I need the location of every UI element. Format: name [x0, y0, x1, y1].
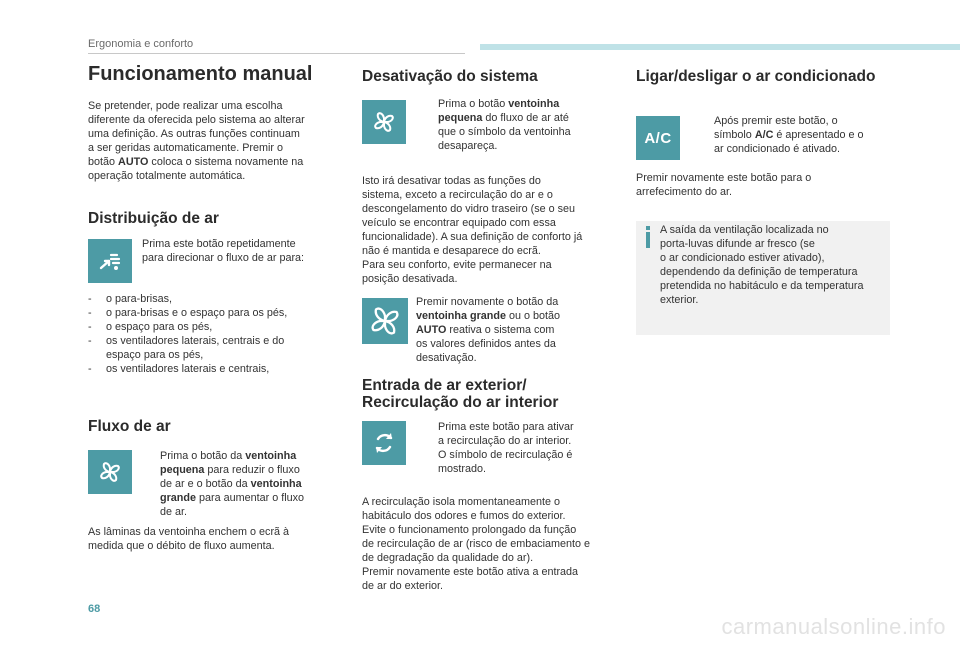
- air-flow-instruction: Prima o botão da ventoinha pequena para reduzir o fluxo de ar e o botão da ventoinha grande para aumentar o fluxo de ar.: [160, 450, 305, 518]
- air-flow-heading: Fluxo de ar: [88, 418, 171, 435]
- header-accent-bar: [480, 44, 960, 50]
- deactivation-instruction: Prima o botão ventoinha pequena do fluxo de ar até que o símbolo da ventoinha desapareça.: [438, 98, 571, 152]
- fan-large-icon: [362, 298, 408, 344]
- fan-small-icon: [362, 100, 406, 144]
- recirculation-icon: [362, 421, 406, 465]
- list-item: - o para-brisas e o espaço para os pés,: [88, 306, 348, 320]
- fan-icon: [88, 450, 132, 494]
- page-title: Funcionamento manual: [88, 63, 313, 85]
- list-item: - os ventiladores laterais e centrais,: [88, 362, 348, 376]
- air-distribution-icon: [88, 239, 132, 283]
- info-icon-dot: [646, 226, 650, 230]
- deactivation-paragraph: Isto irá desativar todas as funções do sistema, exceto a recirculação do ar e o descongelamento do vidro traseiro (se o seu veículo se encontrar equipado com essa funcionalidade). A sua definição de conforto já não é mantida e desaparece do ecrã. Para seu conforto, evite permanecer na posição desativada.: [362, 175, 583, 285]
- reactivation-text: Premir novamente o botão da ventoinha grande ou o botão AUTO reativa o sistema com os valores definidos antes da desativação.: [416, 296, 561, 364]
- ac-paragraph: Premir novamente este botão para o arrefecimento do ar.: [636, 172, 812, 198]
- ac-icon: [636, 116, 680, 160]
- section-label: Ergonomia e conforto: [88, 38, 194, 50]
- air-distribution-text: Prima este botão repetidamente para direcionar o fluxo de ar para:: [142, 238, 305, 264]
- list-item: - o para-brisas,: [88, 292, 348, 306]
- list-item: - o espaço para os pés,: [88, 320, 348, 334]
- header-divider: [88, 53, 465, 54]
- watermark-text: carmanualsonline.info: [721, 614, 946, 639]
- intro-paragraph: Se pretender, pode realizar uma escolha diferente da oferecida pelo sistema ao alterar uma definição. As outras funções continuam a ser geridas automaticamente. Premir o botão AUTO coloca o sistema novamente na operação totalmente automática.: [88, 100, 305, 182]
- page-number: 68: [88, 603, 101, 615]
- recirculation-paragraph: A recirculação isola momentaneamente o habitáculo dos odores e fumos do exterior. Evite o funcionamento prolongado da função de recirculação de ar (risco de embaciamento e de degradação da qualidade do ar). Premir novamente este botão ativa a entrada de ar do exterior.: [362, 496, 591, 592]
- recirculation-instruction: Prima este botão para ativar a recirculação do ar interior. O símbolo de recirculação é mostrado.: [438, 421, 574, 475]
- air-distribution-list: [88, 292, 348, 376]
- info-note-box: [636, 221, 890, 335]
- list-item: - os ventiladores laterais, centrais e do espaço para os pés,: [88, 334, 348, 362]
- recirculation-heading: Entrada de ar exterior/ Recirculação do ar interior: [362, 377, 559, 411]
- info-icon: [646, 232, 650, 248]
- ac-instruction: Após premir este botão, o símbolo A/C é apresentado e o ar condicionado é ativado.: [714, 115, 864, 155]
- ac-icon-label: A/C: [644, 129, 672, 147]
- air-distribution-heading: Distribuição de ar: [88, 210, 219, 227]
- air-flow-note: As lâminas da ventoinha enchem o ecrã à medida que o débito de fluxo aumenta.: [88, 526, 290, 552]
- info-note-text: A saída da ventilação localizada no porta-luvas difunde ar fresco (se o ar condicionado estiver ativado), dependendo da definição de temperatura pretendida no habitáculo e da temperatura exterior.: [660, 224, 864, 306]
- ac-heading: Ligar/desligar o ar condicionado: [636, 68, 876, 85]
- deactivation-heading: Desativação do sistema: [362, 68, 538, 85]
